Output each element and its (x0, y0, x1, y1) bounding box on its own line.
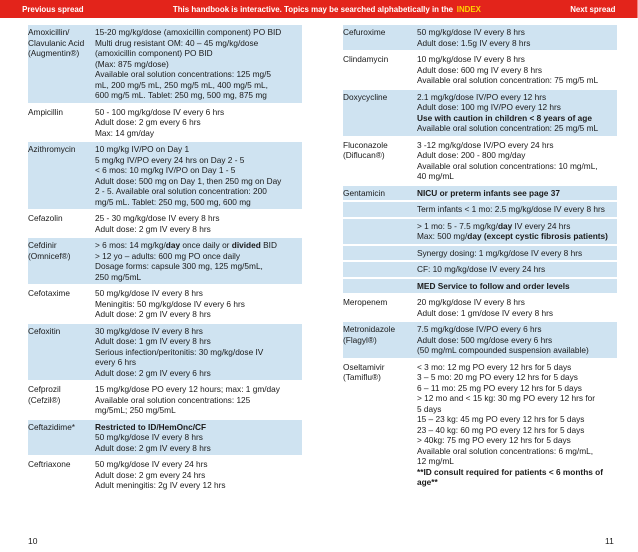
drug-name (343, 202, 413, 217)
dose-line (417, 372, 615, 383)
dose-text (91, 420, 302, 456)
dose-line (417, 425, 615, 436)
drug-name (28, 382, 91, 418)
dose-line (95, 347, 300, 358)
dose-line (95, 309, 300, 320)
dose-line (95, 224, 300, 235)
plain-text: Adult meningitis: 2g IV every 12 hrs (95, 480, 226, 490)
plain-text: 15 – 23 kg: 45 mg PO every 12 hrs for 5 days (417, 414, 585, 424)
plain-text: IV every 24 hrs (512, 220, 571, 231)
dose-line (95, 27, 300, 38)
drug-name-line: Cefazolin (28, 213, 63, 223)
plain-text: > 12 yo – adults: 600 mg PO once daily (95, 250, 241, 261)
drug-row (28, 25, 302, 103)
drug-row (28, 238, 302, 284)
drug-name-line: (Flagyl®) (343, 334, 377, 345)
plain-text: (Max: 875 mg/dose) (95, 58, 169, 69)
dose-line (95, 443, 300, 454)
plain-text: Adult dose: 500 mg/dose every 6 hrs (417, 334, 553, 345)
plain-text: Available oral solution concentrations: 6 mg/mL, (417, 445, 594, 456)
dose-line (417, 54, 615, 65)
dose-text (91, 105, 302, 141)
dose-text (91, 286, 302, 322)
dose-line (417, 123, 615, 134)
plain-text: Adult dose: 2 gm every 24 hrs (95, 469, 206, 480)
plain-text: CF: 10 mg/kg/dose IV every 24 hrs (417, 264, 546, 274)
plain-text: Adult dose: 100 mg IV/PO every 12 hrs (417, 102, 561, 112)
drug-row (343, 219, 617, 244)
dose-text (91, 457, 302, 493)
dose-text (413, 52, 617, 88)
dose-line (417, 38, 615, 49)
plain-text: 15 mg/kg/dose PO every 12 hours; max: 1 gm/day (95, 384, 280, 394)
plain-text: (amoxicillin component) PO BID (95, 48, 213, 58)
dose-line (95, 176, 300, 187)
drug-name-line: Cefdinir (28, 240, 57, 250)
dose-line (95, 38, 300, 49)
plain-text: 40 mg/mL (417, 171, 454, 181)
plain-text: Available oral solution concentrations: 125 (95, 394, 251, 405)
drug-name-line: Clavulanic Acid (28, 37, 85, 48)
drug-name (28, 25, 91, 103)
plain-text: 2.1 mg/kg/dose IV/PO every 12 hrs (417, 91, 547, 102)
dose-line (417, 113, 615, 124)
dose-line (417, 150, 615, 161)
right-page-drug-table (343, 25, 617, 490)
dose-line (95, 299, 300, 310)
dose-text (413, 90, 617, 136)
drug-row (343, 25, 617, 50)
drug-name (343, 262, 413, 277)
plain-text: mg/5 mL. Tablet: 250 mg, 500 mg, 600 mg (95, 196, 251, 207)
dose-text (413, 219, 617, 244)
plain-text: mg/5mL; 250 mg/5mL (95, 405, 176, 415)
dose-text (91, 142, 302, 209)
plain-text: Available oral solution concentration: 25 mg/5 mL (417, 123, 599, 133)
drug-name-line: Ampicillin (28, 106, 64, 117)
page-number-left: 10 (28, 536, 38, 546)
dose-line (95, 90, 300, 101)
drug-name (343, 90, 413, 136)
dose-text (413, 246, 617, 261)
dose-line (95, 432, 300, 443)
plain-text: 50 mg/kg/dose IV every 8 hrs (95, 432, 203, 442)
dose-line (95, 395, 300, 406)
plain-text: 10 mg/kg IV/PO on Day 1 (95, 144, 190, 154)
dose-line (95, 357, 300, 368)
drug-name (343, 52, 413, 88)
drug-name (343, 219, 413, 244)
plain-text: > 1 mo: 5 - 7.5 mg/kg/ (417, 220, 498, 231)
bold-text: divided (231, 240, 261, 250)
drug-row (343, 202, 617, 217)
dose-line (95, 69, 300, 80)
drug-name (28, 420, 91, 456)
dose-line (417, 188, 615, 199)
plain-text: < 3 mo: 12 mg PO every 12 hrs for 5 days (417, 361, 572, 372)
drug-row (28, 457, 302, 493)
dose-line (417, 362, 615, 373)
plain-text: 10 mg/kg/dose IV every 8 hrs (417, 54, 525, 64)
bold-text: MED Service to follow and order levels (417, 280, 570, 291)
plain-text: Available oral solution concentration: 75 mg/5 mL (417, 75, 599, 85)
plain-text: Adult dose: 1.5g IV every 8 hrs (417, 37, 531, 48)
dose-line (95, 326, 300, 337)
drug-row (28, 211, 302, 236)
plain-text: 15-20 mg/kg/dose (amoxicillin component) PO BID (95, 27, 282, 37)
drug-name (28, 105, 91, 141)
plain-text: Adult dose: 1 gm/dose IV every 8 hrs (417, 307, 554, 318)
dose-line (417, 248, 615, 259)
dose-line (95, 384, 300, 395)
dose-line (95, 197, 300, 208)
drug-row (28, 105, 302, 141)
drug-name-line: (Augmentin®) (28, 48, 80, 58)
dose-line (95, 107, 300, 118)
plain-text: 2 - 5. Available oral solution concentration: 200 (95, 186, 267, 196)
plain-text: 5 days (417, 403, 442, 414)
dose-line (417, 393, 615, 404)
drug-name (343, 279, 413, 294)
plain-text: > 40kg: 75 mg PO every 12 hrs for 5 days (417, 435, 571, 445)
dose-text (413, 262, 617, 277)
dose-line (417, 264, 615, 275)
dose-line (95, 128, 300, 139)
page-number-right: 11 (605, 536, 614, 546)
plain-text: 50 mg/kg/dose IV every 24 hrs (95, 459, 208, 469)
plain-text: 12 mg/mL (417, 456, 454, 466)
plain-text: Term infants < 1 mo: 2.5 mg/kg/dose IV every 8 hrs (417, 204, 605, 214)
drug-name (28, 211, 91, 236)
next-spread-link[interactable]: Next spread (570, 4, 616, 14)
drug-row (343, 279, 617, 294)
dose-line (95, 336, 300, 347)
dose-line (417, 231, 615, 242)
dose-line (417, 345, 615, 356)
plain-text: once daily or (180, 240, 232, 250)
dose-line (95, 459, 300, 470)
plain-text: every 6 hrs (95, 357, 137, 367)
plain-text: 6 – 11 mo: 25 mg PO every 12 hrs for 5 days (417, 382, 582, 393)
plain-text: Dosage forms: capsule 300 mg, 125 mg/5mL, (95, 261, 263, 271)
plain-text: 23 – 40 kg: 60 mg PO every 12 hrs for 5 days (417, 424, 585, 435)
drug-row (343, 262, 617, 277)
dose-line (95, 213, 300, 224)
dose-line (417, 27, 615, 38)
plain-text: Available oral solution concentrations: 10 mg/mL, (417, 160, 598, 171)
plain-text: 3 – 5 mo: 20 mg PO every 12 hrs for 5 days (417, 372, 578, 382)
drug-name-line: Oseltamivir (343, 361, 385, 372)
plain-text: Max: 500 mg/ (417, 231, 468, 241)
plain-text: Adult dose: 2 gm every 6 hrs (95, 117, 201, 127)
dose-line (417, 467, 615, 478)
plain-text: 600 mg/5 mL. Tablet: 250 mg, 500 mg, 875 mg (95, 90, 267, 100)
plain-text: (50 mg/mL compounded suspension available) (417, 345, 589, 355)
drug-row (343, 138, 617, 184)
plain-text: Adult dose: 2 gm IV every 8 hrs (95, 442, 211, 453)
bold-text: day (497, 220, 513, 231)
drug-name (28, 324, 91, 381)
dose-line (417, 65, 615, 76)
plain-text: Synergy dosing: 1 mg/kg/dose IV every 8 hrs (417, 247, 583, 258)
drug-name-line: Ceftriaxone (28, 459, 71, 469)
plain-text: Serious infection/peritonitis: 30 mg/kg/dose IV (95, 346, 264, 357)
drug-row (343, 246, 617, 261)
plain-text: 7.5 mg/kg/dose IV/PO every 6 hrs (417, 324, 542, 334)
bold-text: day (165, 240, 181, 250)
dose-line (417, 140, 615, 151)
bold-text: age** (417, 477, 438, 487)
dose-line (417, 204, 615, 215)
dose-text (91, 25, 302, 103)
drug-name (343, 246, 413, 261)
plain-text: 25 - 30 mg/kg/dose IV every 8 hrs (95, 213, 220, 223)
dose-line (95, 261, 300, 272)
dose-text (91, 382, 302, 418)
drug-name-line: (Diflucan®) (343, 150, 385, 160)
plain-text: Max: 14 gm/day (95, 127, 155, 138)
plain-text: 5 mg/kg IV/PO every 24 hrs on Day 2 - 5 (95, 154, 245, 165)
plain-text: 30 mg/kg/dose IV every 8 hrs (95, 325, 203, 336)
dose-line (417, 308, 615, 319)
dose-text (413, 25, 617, 50)
drug-name (343, 25, 413, 50)
drug-name-line: Metronidazole (343, 324, 396, 334)
left-page-drug-table (28, 25, 302, 493)
top-navigation-bar (0, 0, 638, 18)
bold-text: NICU or preterm infants see page 37 (417, 187, 560, 198)
plain-text: 3 -12 mg/kg/dose IV/PO every 24 hrs (417, 139, 554, 150)
plain-text: < 6 mos: 10 mg/kg IV/PO on Day 1 - 5 (95, 165, 236, 175)
drug-row (343, 52, 617, 88)
dose-line (417, 221, 615, 232)
dose-line (417, 281, 615, 292)
drug-name-line: Doxycycline (343, 91, 388, 102)
drug-name (28, 142, 91, 209)
dose-line (417, 404, 615, 415)
dose-line (417, 161, 615, 172)
drug-row (28, 324, 302, 381)
plain-text: mL, 200 mg/5 mL, 250 mg/5 mL, 400 mg/5 mL, (95, 79, 268, 90)
bold-text: Restricted to ID/HemOnc/CF (95, 421, 207, 432)
dose-line (417, 456, 615, 467)
bold-text: **ID consult required for patients < 6 months of (417, 466, 604, 477)
dose-line (95, 59, 300, 70)
dose-text (413, 322, 617, 358)
dose-line (95, 272, 300, 283)
dose-line (95, 155, 300, 166)
drug-row (28, 142, 302, 209)
plain-text: 50 mg/kg/dose IV every 8 hrs (95, 288, 203, 298)
drug-name-line: Cefprozil (28, 384, 61, 394)
drug-name (28, 457, 91, 493)
dose-text (413, 279, 617, 294)
drug-name (343, 360, 413, 490)
dose-line (95, 368, 300, 379)
interactive-notice (173, 4, 481, 14)
drug-name (28, 238, 91, 284)
dose-text (91, 238, 302, 284)
dose-line (417, 435, 615, 446)
dose-line (95, 165, 300, 176)
dose-text (413, 138, 617, 184)
bold-text: Use with caution in children < 8 years of age (417, 112, 592, 123)
dose-line (95, 186, 300, 197)
dose-text (91, 211, 302, 236)
plain-text: Adult dose: 200 - 800 mg/day (417, 150, 526, 160)
dose-line (417, 324, 615, 335)
bold-text: day (except cystic fibrosis patients) (467, 231, 608, 241)
drug-row (28, 420, 302, 456)
dose-line (417, 477, 615, 488)
dose-text (413, 186, 617, 201)
plain-text: Adult dose: 2 gm IV every 8 hrs (95, 309, 211, 319)
dose-text (413, 360, 617, 490)
drug-name-line: (Tamiflu®) (343, 372, 381, 382)
plain-text: 50 - 100 mg/kg/dose IV every 6 hrs (95, 106, 225, 117)
dose-line (95, 288, 300, 299)
index-link[interactable]: INDEX (456, 4, 481, 14)
dose-line (95, 480, 300, 491)
drug-name-line: Meropenem (343, 297, 388, 307)
drug-name-line: Azithromycin (28, 144, 76, 154)
drug-name-line: Ceftazidime* (28, 421, 76, 432)
drug-name (343, 138, 413, 184)
dose-line (95, 144, 300, 155)
dose-line (417, 102, 615, 113)
drug-name-line: Clindamycin (343, 54, 389, 64)
dose-line (417, 171, 615, 182)
drug-name (28, 286, 91, 322)
dose-line (417, 414, 615, 425)
dose-line (417, 75, 615, 86)
dose-line (95, 405, 300, 416)
plain-text: Multi drug resistant OM: 40 – 45 mg/kg/dose (95, 37, 259, 48)
dose-line (95, 117, 300, 128)
drug-row (343, 360, 617, 490)
drug-name-line: Cefuroxime (343, 27, 386, 37)
plain-text: BID (260, 240, 277, 250)
previous-spread-link[interactable]: Previous spread (22, 4, 84, 14)
dose-text (413, 202, 617, 217)
drug-name (343, 186, 413, 201)
plain-text: > 6 mos: 14 mg/kg/ (95, 240, 166, 250)
drug-row (28, 382, 302, 418)
dose-line (95, 251, 300, 262)
dose-line (95, 422, 300, 433)
plain-text: Adult dose: 2 gm IV every 6 hrs (95, 367, 211, 378)
drug-name (343, 295, 413, 320)
plain-text: Meningitis: 50 mg/kg/dose IV every 6 hrs (95, 298, 245, 309)
dose-line (417, 383, 615, 394)
dose-line (95, 470, 300, 481)
drug-row (28, 286, 302, 322)
plain-text: > 12 mo and < 15 kg: 30 mg PO every 12 hrs for (417, 393, 596, 403)
drug-row (343, 186, 617, 201)
plain-text: Adult dose: 600 mg IV every 8 hrs (417, 64, 542, 75)
drug-row (343, 322, 617, 358)
plain-text: 250 mg/5mL (95, 271, 142, 282)
dose-line (417, 335, 615, 346)
plain-text: Adult dose: 1 gm IV every 8 hrs (95, 336, 211, 346)
drug-name-line: Cefotaxime (28, 288, 70, 298)
drug-name-line: (Cefzil®) (28, 394, 61, 405)
drug-row (343, 90, 617, 136)
dose-text (91, 324, 302, 381)
dose-line (95, 80, 300, 91)
drug-name-line: (Omnicef®) (28, 250, 71, 261)
plain-text: Adult dose: 500 mg on Day 1, then 250 mg on Day (95, 175, 282, 186)
dose-text (413, 295, 617, 320)
dose-line (95, 48, 300, 59)
plain-text: 50 mg/kg/dose IV every 8 hrs (417, 27, 525, 37)
drug-name-line: Cefoxitin (28, 325, 61, 336)
dose-line (95, 240, 300, 251)
dose-line (417, 297, 615, 308)
drug-name-line: Gentamicin (343, 187, 385, 198)
plain-text: Available oral solution concentrations: 125 mg/5 (95, 69, 272, 79)
dose-line (417, 92, 615, 103)
plain-text: Adult dose: 2 gm IV every 8 hrs (95, 223, 211, 234)
drug-name-line: Amoxicillin/ (28, 27, 70, 37)
plain-text: 20 mg/kg/dose IV every 8 hrs (417, 297, 525, 307)
drug-row (343, 295, 617, 320)
dose-line (417, 446, 615, 457)
drug-name-line: Fluconazole (343, 139, 388, 150)
interactive-notice-text: This handbook is interactive. Topics may be searched alphabetically in the (172, 4, 454, 14)
drug-name (343, 322, 413, 358)
